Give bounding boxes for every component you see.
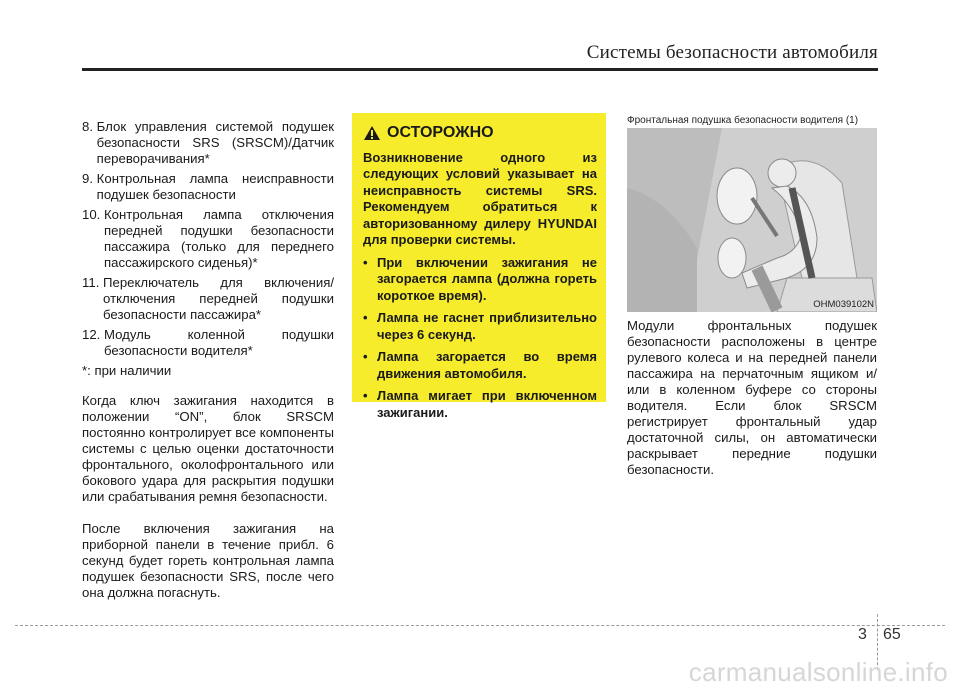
item-number: 9.: [82, 171, 97, 186]
bullet-icon: •: [363, 349, 368, 364]
warning-box: [352, 113, 606, 420]
left-column: [82, 119, 334, 617]
paragraph: Модули фронтальных подушек безопасности расположены в центре рулевого колеса и на передней панели пассажира на перчаточным ящиком и/или в коленном буфере со стороны водителя. Если блок SRSCM регистрирует фронтальный удар достаточной силы, он автоматически раскрывает передние подушки безопасности.: [627, 318, 877, 477]
header-rule: [82, 68, 878, 71]
item-text: Модуль коленной подушки безопасности водителя*: [104, 327, 334, 358]
driver-airbag-illustration: [627, 128, 877, 312]
bullet-icon: •: [363, 388, 368, 403]
footer-divider: [15, 625, 945, 626]
item-text: Контрольная лампа неисправности подушек безопасности: [96, 171, 334, 202]
bullet-text: Лампа мигает при включенном зажигании.: [377, 388, 597, 420]
right-column: [627, 318, 877, 478]
section-title: Системы безопасности автомобиля: [586, 42, 878, 63]
warning-list: [363, 255, 597, 422]
item-text: Переключатель для включения/ отключения передней подушки безопасности пассажира*: [103, 275, 334, 322]
bullet-icon: •: [363, 310, 368, 325]
list-item: [363, 388, 597, 421]
airbag-figure: [627, 128, 877, 312]
figure-code: OHM039102N: [813, 299, 874, 310]
paragraph: После включения зажигания на приборной панели в течение прибл. 6 секунд будет гореть контрольная лампа подушек безопасности SRS, после чего она должна погаснуть.: [82, 521, 334, 600]
item-number: 11.: [82, 275, 104, 290]
list-item: [82, 275, 334, 323]
watermark: carmanualsonline.info: [688, 657, 948, 687]
bullet-text: При включении зажигания не загорается лампа (должна гореть короткое время).: [377, 254, 597, 303]
list-item: [363, 255, 597, 305]
warning-header: [363, 125, 597, 142]
list-item: [82, 119, 334, 167]
item-number: 10.: [82, 207, 104, 222]
bullet-text: Лампа загорается во время движения автомобиля.: [377, 349, 597, 381]
item-number: 8.: [82, 119, 97, 134]
item-number: 12.: [82, 327, 104, 342]
list-item: [363, 349, 597, 382]
item-text: Контрольная лампа отключения передней подушки безопасности пассажира (только для переднего пассажирского сиденья)*: [104, 207, 334, 270]
paragraph: Когда ключ зажигания находится в положении “ON”, блок SRSCM постоянно контролирует все компоненты системы с целью оценки достаточности фронтального, околофронтального или бокового удара для раскрытия подушки или срабатывания ремня безопасности.: [82, 393, 334, 504]
bullet-icon: •: [363, 254, 368, 270]
warning-title: ОСТОРОЖНО: [387, 124, 494, 141]
warning-triangle-icon: [363, 125, 381, 141]
list-item: [82, 327, 334, 359]
list-item: [82, 207, 334, 271]
footnote: *: при наличии: [82, 363, 172, 378]
page-number: 65: [883, 626, 901, 643]
item-text: Блок управления системой подушек безопасности SRS (SRSCM)/Датчик переворачивания*: [96, 119, 334, 166]
chapter-number: 3: [858, 626, 867, 643]
list-item: [363, 310, 597, 343]
figure-caption: Фронтальная подушка безопасности водителя (1): [627, 115, 859, 126]
warning-body: Возникновение одного из следующих условий указывает на неисправность системы SRS. Рекомендуем обратиться к авторизованному дилеру HYUNDAI для проверки системы.: [363, 149, 597, 247]
bullet-text: Лампа не гаснет приблизительно через 6 секунд.: [377, 310, 597, 342]
list-item: [82, 171, 334, 203]
